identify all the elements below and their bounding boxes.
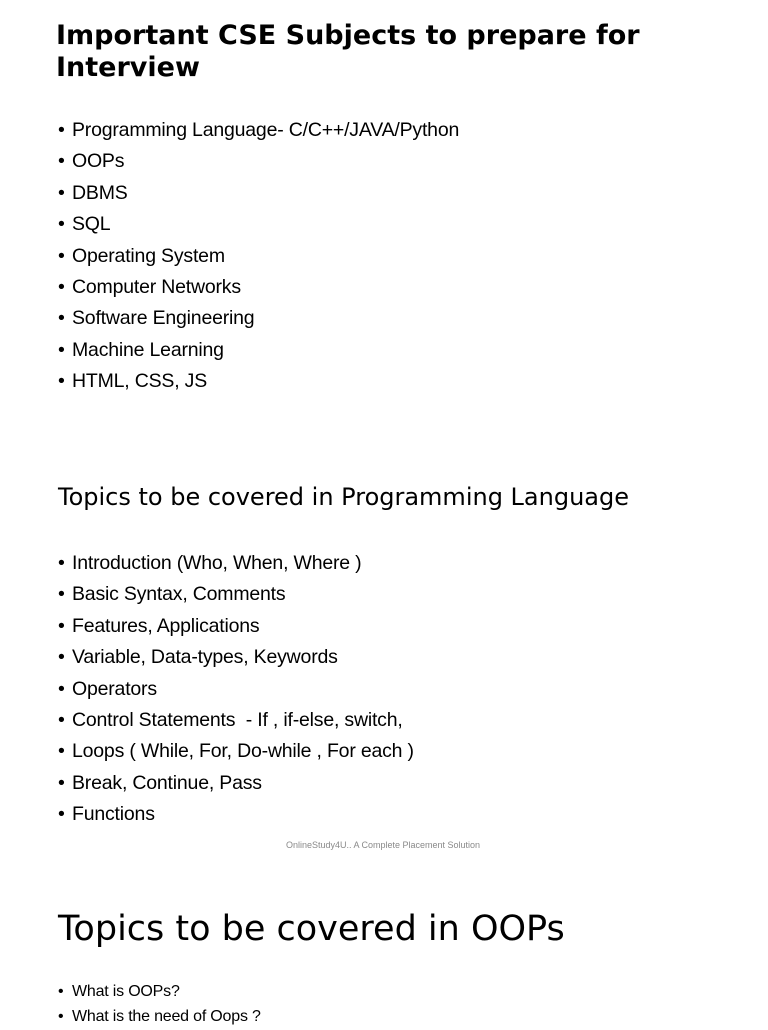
- bullet-icon: •: [58, 771, 65, 794]
- list-item-text: Basic Syntax, Comments: [72, 583, 286, 606]
- bullet-icon: •: [58, 119, 65, 141]
- list-item-text: Computer Networks: [72, 275, 241, 298]
- bullet-icon: •: [58, 552, 65, 574]
- programming-language-heading: Topics to be covered in Programming Language: [58, 483, 629, 511]
- list-item: [58, 210, 459, 241]
- list-item-text: Machine Learning: [72, 338, 224, 361]
- list-item: [58, 675, 414, 706]
- bullet-icon: •: [58, 244, 65, 267]
- list-item: [58, 980, 261, 1005]
- list-item-text: OOPs: [72, 150, 125, 173]
- list-item: [58, 242, 459, 273]
- list-item: [58, 612, 414, 643]
- list-item: [58, 147, 459, 178]
- bullet-icon: •: [58, 708, 65, 731]
- bullet-icon: •: [58, 338, 65, 361]
- bullet-icon: •: [58, 213, 65, 236]
- list-item: [58, 367, 459, 398]
- list-item-text: Operators: [72, 677, 157, 700]
- page-title: Important CSE Subjects to prepare for Interview: [56, 20, 640, 83]
- list-item: [58, 549, 414, 580]
- list-item: [58, 769, 414, 800]
- list-item-text: Programming Language- C/C++/JAVA/Python: [72, 119, 460, 141]
- list-item-text: Loops ( While, For, Do-while , For each ): [72, 740, 414, 763]
- bullet-icon: •: [58, 1008, 64, 1025]
- subjects-list: [58, 116, 459, 399]
- list-item-text: DBMS: [72, 181, 128, 204]
- bullet-icon: •: [58, 275, 65, 298]
- bullet-icon: •: [58, 983, 64, 1000]
- list-item: [58, 116, 459, 147]
- bullet-icon: •: [58, 370, 65, 393]
- bullet-icon: •: [58, 614, 65, 637]
- list-item: [58, 580, 414, 611]
- list-item: [58, 273, 459, 304]
- bullet-icon: •: [58, 646, 65, 669]
- list-item: [58, 706, 414, 737]
- list-item-text: Software Engineering: [72, 307, 255, 330]
- bullet-icon: •: [58, 307, 65, 330]
- list-item-text: Control Statements - If , if-else, switch,: [72, 708, 403, 731]
- oops-heading: Topics to be covered in OOPs: [58, 909, 565, 949]
- list-item-text: What is the need of Oops ?: [72, 1008, 261, 1025]
- list-item: [58, 336, 459, 367]
- list-item-text: Variable, Data-types, Keywords: [72, 646, 338, 669]
- list-item-text: Features, Applications: [72, 614, 260, 637]
- list-item: [58, 304, 459, 335]
- list-item-text: SQL: [72, 213, 111, 236]
- bullet-icon: •: [58, 740, 65, 763]
- bullet-icon: •: [58, 181, 65, 204]
- list-item: [58, 643, 414, 674]
- list-item: [58, 800, 414, 831]
- footer-note: OnlineStudy4U.. A Complete Placement Solution: [285, 840, 481, 850]
- list-item: [58, 179, 459, 210]
- list-item-text: Break, Continue, Pass: [72, 771, 262, 794]
- list-item-text: What is OOPs?: [72, 983, 180, 1000]
- list-item-text: Functions: [72, 803, 155, 826]
- list-item: [58, 1005, 261, 1030]
- list-item: [58, 737, 414, 768]
- list-item-text: HTML, CSS, JS: [72, 370, 208, 393]
- list-item-text: Introduction (Who, When, Where ): [72, 552, 362, 574]
- bullet-icon: •: [58, 803, 65, 826]
- oops-topics-list: [58, 980, 261, 1030]
- bullet-icon: •: [58, 150, 65, 173]
- list-item-text: Operating System: [72, 244, 225, 267]
- programming-language-topics-list: [58, 549, 414, 832]
- bullet-icon: •: [58, 677, 65, 700]
- bullet-icon: •: [58, 583, 65, 606]
